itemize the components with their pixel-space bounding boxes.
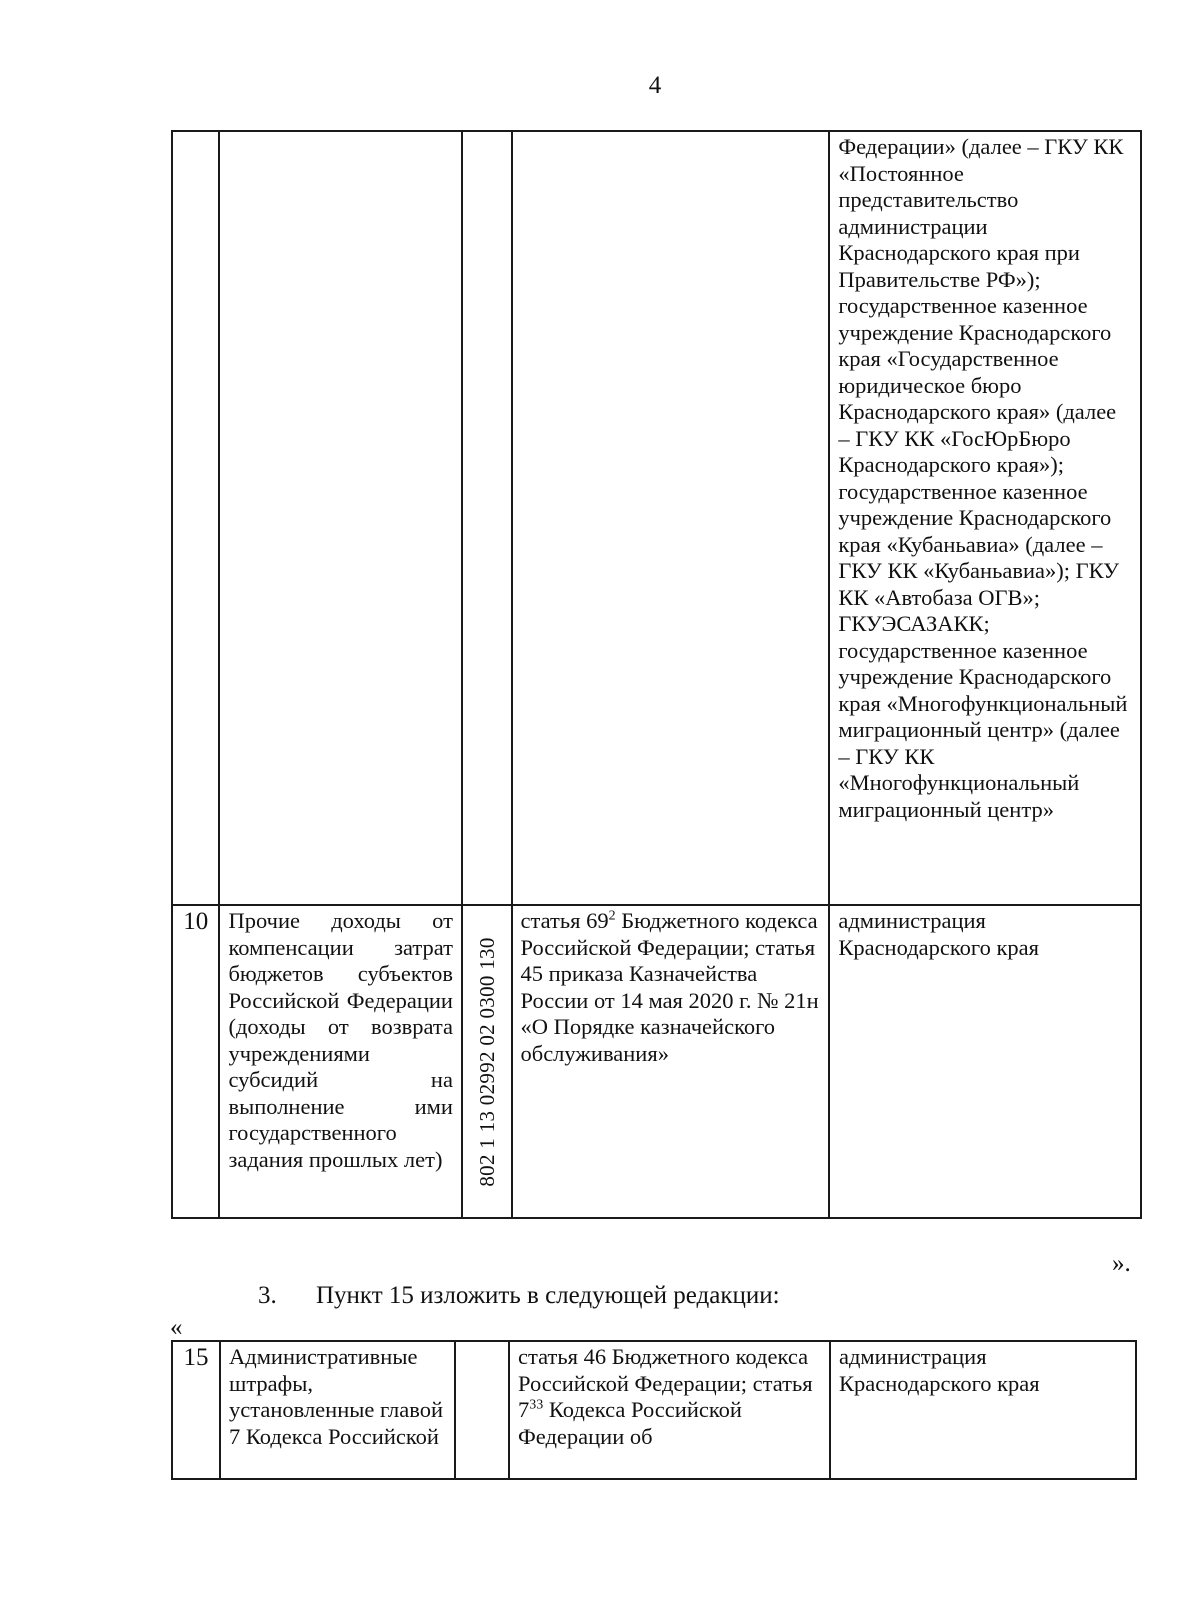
cell-basis [512,905,830,1218]
cell-name: Прочие доходы от компенсации затрат бюджетов субъектов Российской Федерации (доходы от возврата учреждениями субсидий на выполнение ими государственного задания прошлых лет) [219,905,462,1218]
cell-code [462,905,512,1218]
instruction-number: 3. [258,1282,277,1309]
closing-quote: ». [1112,1250,1131,1277]
budget-classification-code: 802 1 13 02992 02 0300 130 [474,936,499,1187]
cell-basis [512,131,830,905]
revenue-table [171,130,1142,1219]
table-row-10 [172,905,1141,1218]
instruction-text: Пункт 15 изложить в следующей редакции: [316,1282,780,1309]
table-row-continued [172,131,1141,905]
table-row-15 [172,1341,1136,1479]
legal-basis-text: статья 46 Бюджетного кодекса Российской Федерации; статья $7^{33}$ Кодекса Российской Федерации об [518,1344,813,1449]
cell-name [219,131,462,905]
cell-basis [509,1341,830,1479]
cell-name: Административные штрафы, установленные главой 7 Кодекса Российской [220,1341,455,1479]
cell-code [455,1341,509,1479]
opening-quote: « [170,1314,183,1341]
legal-basis-text: статья $69^2$ Бюджетного кодекса Российской Федерации; статья 45 приказа Казначейства России от 14 мая 2020 г. № 21н «О Порядке казначейского обслуживания» [520,908,819,1066]
cell-num: 10 [172,905,219,1218]
cell-num [172,131,219,905]
cell-code [462,131,512,905]
cell-administrator: администрация Краснодарского края [829,905,1141,1218]
instruction-paragraph [258,1282,780,1310]
new-item-table [171,1340,1137,1480]
cell-administrator: администрация Краснодарского края [830,1341,1136,1479]
cell-num: 15 [172,1341,220,1479]
page-number: 4 [648,72,662,99]
cell-administrator: Федерации» (далее – ГКУ КК «Постоянное представительство администрации Краснодарского края при Правительстве РФ»); государственное казенное учреждение Краснодарского края «Государственное юридическое бюро Краснодарского края» (далее – ГКУ КК «ГосЮрБюро Краснодарского края»); государственное казенное учреждение Краснодарского края «Кубаньавиа» (далее – ГКУ КК «Кубаньавиа»); ГКУ КК «Автобаза ОГВ»; ГКУЭСАЗАКК; государственное казенное учреждение Краснодарского края «Многофункциональный миграционный центр» (далее – ГКУ КК «Многофункциональный миграционный центр» [829,131,1141,905]
